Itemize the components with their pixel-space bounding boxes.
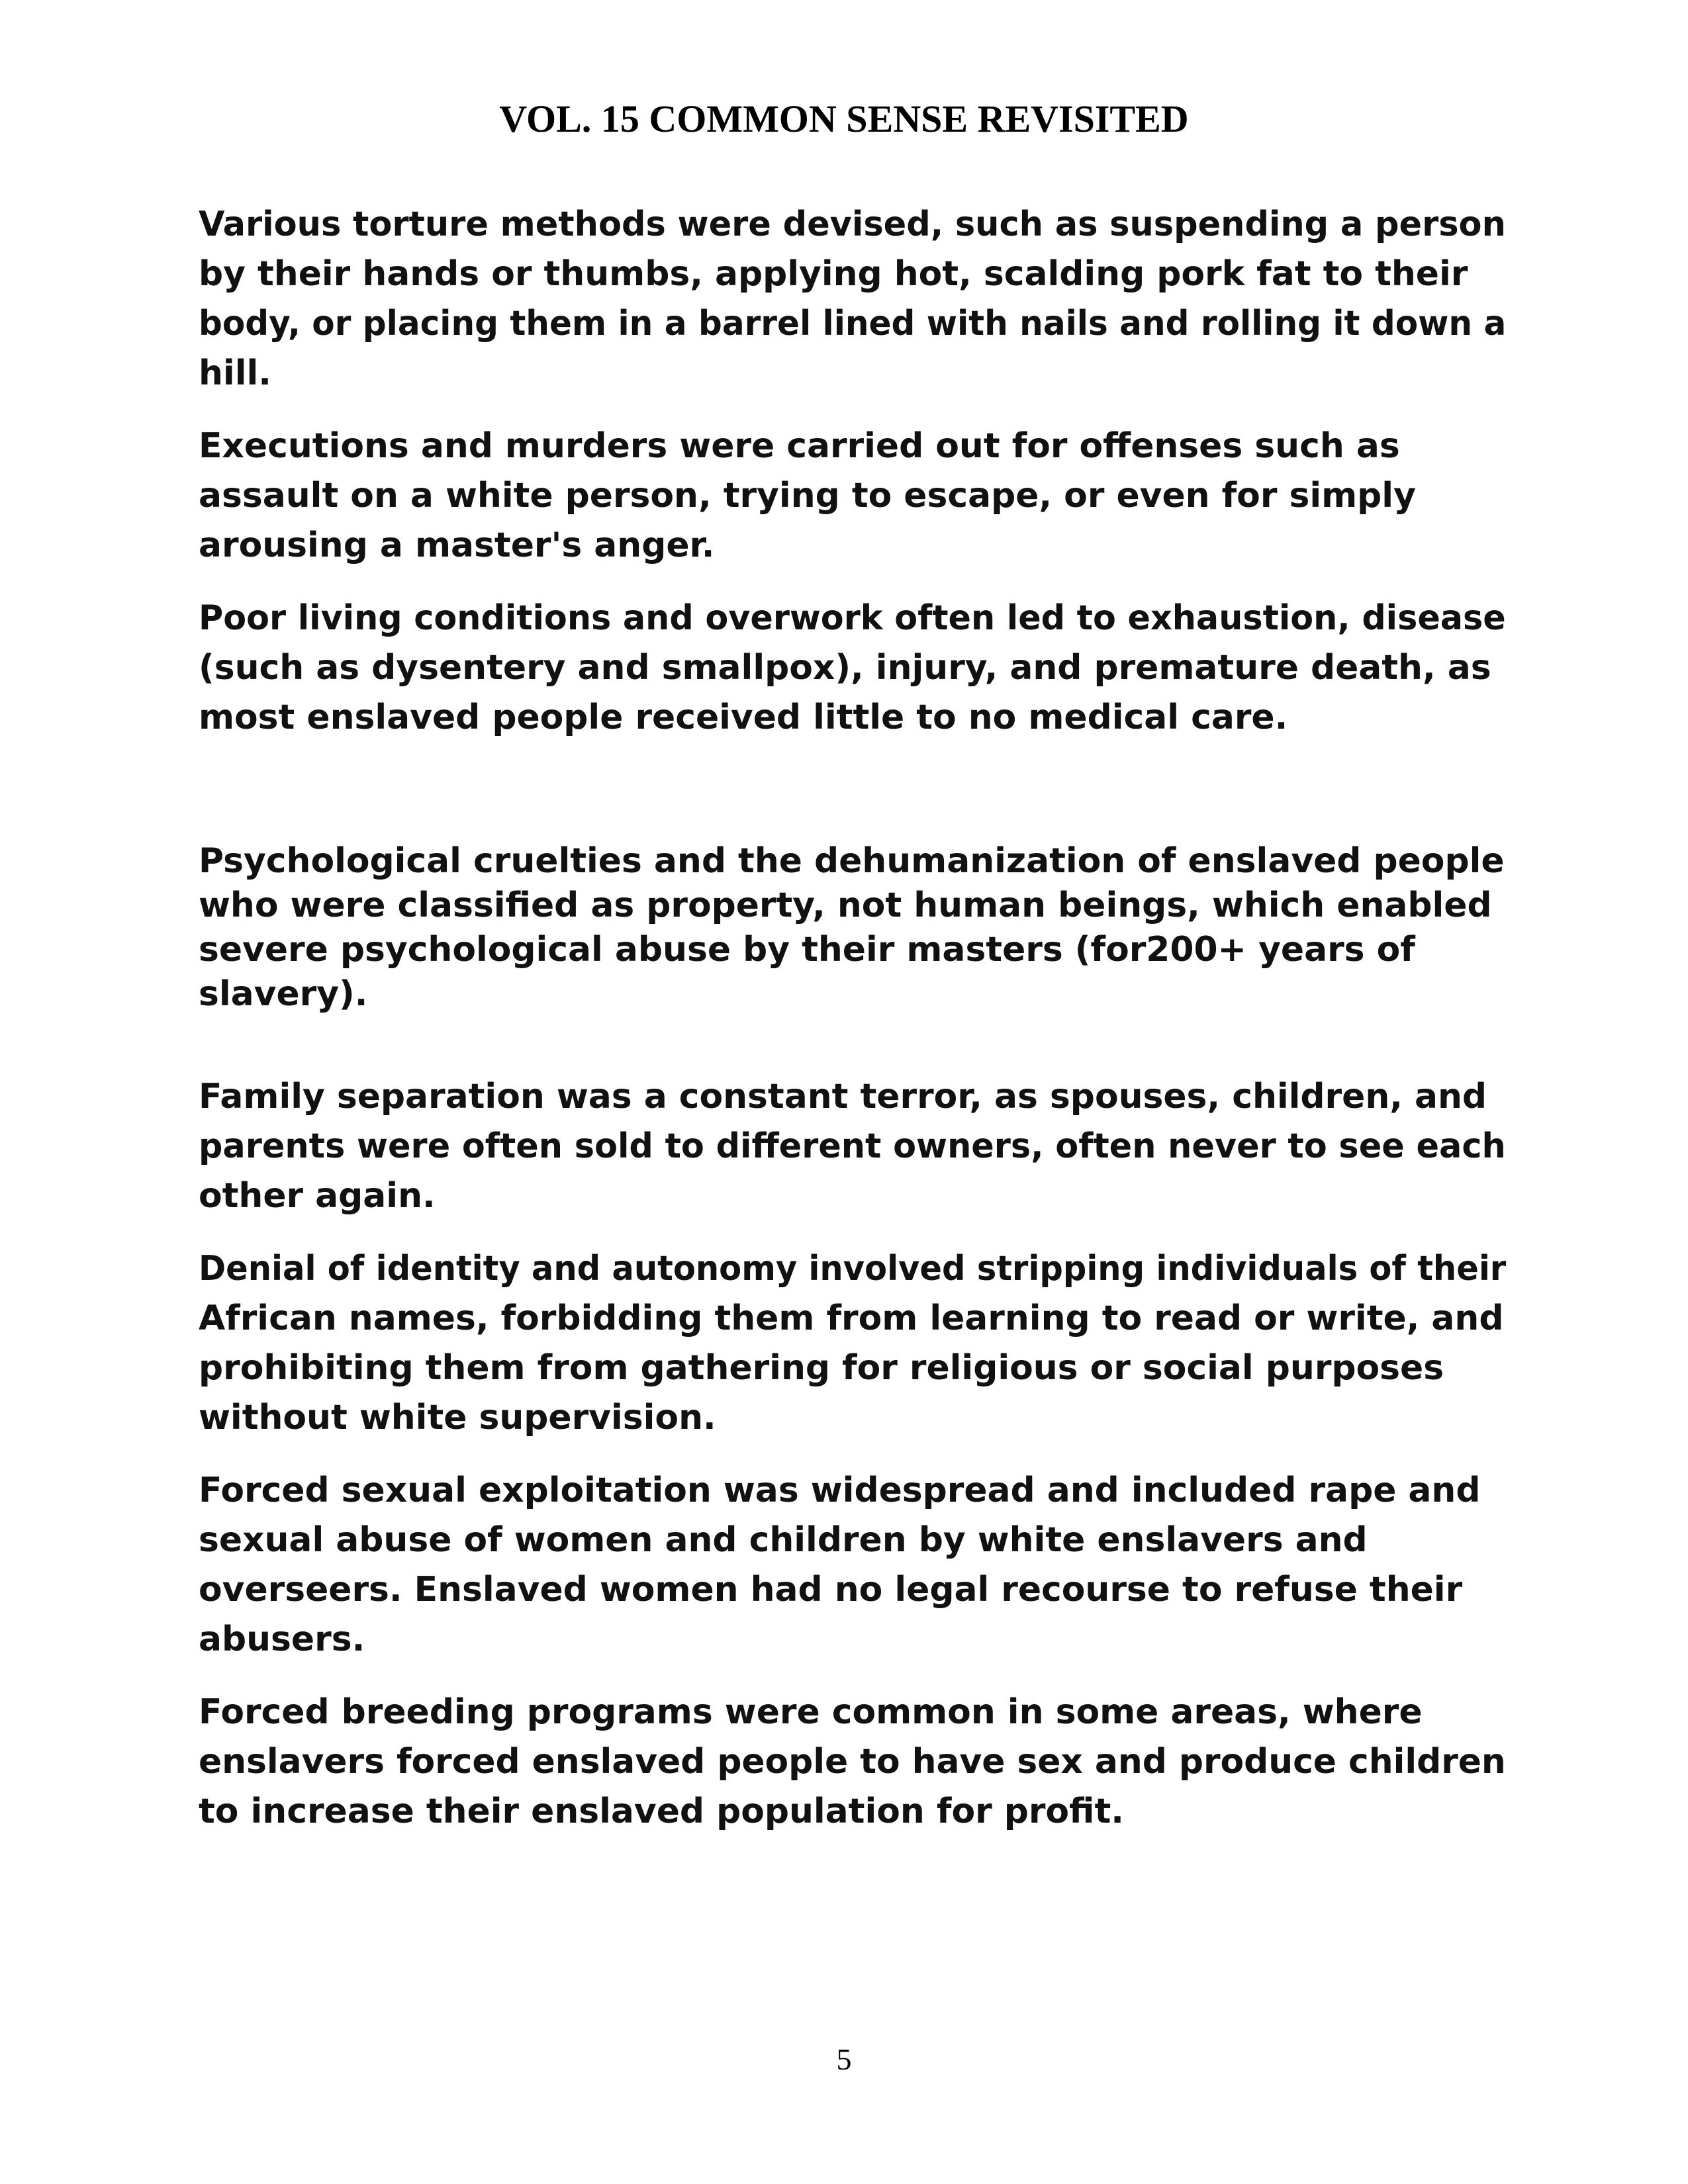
- text-line: African names, forbidding them from learning to read or write, and: [199, 1298, 1504, 1338]
- paragraph-torture-methods: [199, 200, 1509, 398]
- text-line: body, or placing them in a barrel lined with nails and rolling it down a: [199, 304, 1507, 343]
- text-line: by their hands or thumbs, applying hot, scalding pork fat to their: [199, 254, 1468, 294]
- text-line: who were classified as property, not human beings, which enabled: [199, 886, 1492, 925]
- paragraph-psychological-cruelties: [199, 839, 1509, 1017]
- text-line: Forced breeding programs were common in some areas, where: [199, 1692, 1423, 1732]
- text-line: to increase their enslaved population for profit.: [199, 1792, 1125, 1831]
- text-line: slavery).: [199, 974, 368, 1014]
- text-line: Poor living conditions and overwork often led to exhaustion, disease: [199, 598, 1506, 638]
- paragraph-family-separation: [199, 1072, 1509, 1221]
- paragraph-sexual-exploitation: [199, 1466, 1509, 1664]
- text-line: Executions and murders were carried out for offenses such as: [199, 426, 1400, 466]
- text-line: severe psychological abuse by their masters (for200+ years of: [199, 930, 1415, 970]
- text-line: most enslaved people received little to no medical care.: [199, 698, 1288, 737]
- text-line: arousing a master's anger.: [199, 525, 715, 565]
- text-line: enslavers forced enslaved people to have sex and produce children: [199, 1742, 1506, 1782]
- text-line: sexual abuse of women and children by white enslavers and: [199, 1520, 1368, 1560]
- text-line: assault on a white person, trying to escape, or even for simply: [199, 476, 1416, 516]
- paragraph-living-conditions: [199, 594, 1509, 743]
- text-line: abusers.: [199, 1619, 365, 1659]
- paragraph-executions: [199, 422, 1509, 570]
- text-line: prohibiting them from gathering for religious or social purposes: [199, 1348, 1444, 1388]
- text-line: hill.: [199, 353, 271, 393]
- text-line: (such as dysentery and smallpox), injury, and premature death, as: [199, 648, 1491, 688]
- text-line: Forced sexual exploitation was widespread and included rape and: [199, 1471, 1481, 1510]
- text-line: Psychological cruelties and the dehumanization of enslaved people: [199, 841, 1505, 881]
- paragraph-denial-of-identity: [199, 1244, 1509, 1443]
- text-line: Denial of identity and autonomy involved stripping individuals of their: [199, 1249, 1507, 1289]
- running-header: VOL. 15 COMMON SENSE REVISITED: [499, 97, 1189, 140]
- text-line: without white supervision.: [199, 1398, 716, 1437]
- text-line: Various torture methods were devised, such as suspending a person: [199, 205, 1506, 244]
- text-line: Family separation was a constant terror, as spouses, children, and: [199, 1077, 1487, 1116]
- page-number: 5: [836, 2042, 852, 2076]
- text-line: other again.: [199, 1176, 436, 1216]
- paragraph-forced-breeding: [199, 1688, 1509, 1837]
- text-line: parents were often sold to different owners, often never to see each: [199, 1126, 1506, 1166]
- text-line: overseers. Enslaved women had no legal recourse to refuse their: [199, 1570, 1463, 1610]
